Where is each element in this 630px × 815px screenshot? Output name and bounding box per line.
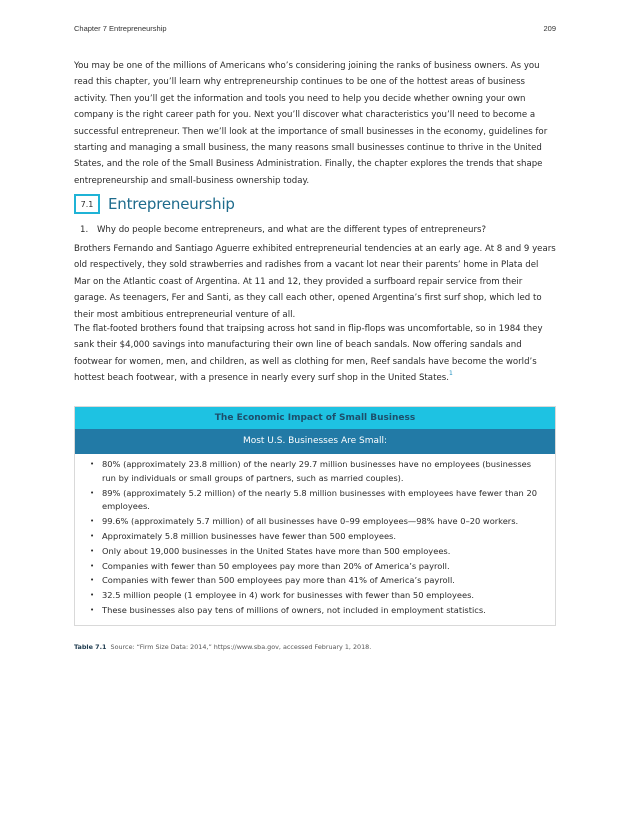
table-title: The Economic Impact of Small Business bbox=[75, 407, 555, 429]
bullet-icon: • bbox=[90, 517, 95, 526]
list-item: • These businesses also pay tens of millions of owners, not included in employment statistics. bbox=[90, 604, 545, 618]
question-number: 1. bbox=[80, 225, 89, 235]
bullet-icon: • bbox=[90, 576, 95, 585]
list-item: • 32.5 million people (1 employee in 4) work for businesses with fewer than 50 employees. bbox=[90, 589, 545, 603]
section-title: Entrepreneurship bbox=[108, 195, 235, 213]
body-paragraph-1: Brothers Fernando and Santiago Aguerre exhibited entrepreneurial tendencies at an early age. At 8 and 9 years old respectively, they sold strawberries and radishes from a vacant lot near their parents’ home in Plata del Mar on the Atlantic coast of Argentina. At 11 and 12, they provided a surfboard repair service from their garage. As teenagers, Fer and Santi, as they call each other, opened Argentina’s first surf shop, which led to their most ambitious entrepreneurial venture of all. bbox=[74, 244, 556, 320]
section-number: 7.1 bbox=[74, 194, 100, 214]
bullet-icon: • bbox=[90, 546, 95, 555]
learning-question bbox=[80, 223, 550, 237]
bullet-icon: • bbox=[90, 460, 95, 468]
question-text: Why do people become entrepreneurs, and what are the different types of entrepreneurs? bbox=[96, 225, 487, 235]
body-paragraph-2 bbox=[74, 321, 556, 387]
bullet-icon: • bbox=[90, 605, 95, 614]
body-paragraph-2-text: The flat-footed brothers found that traipsing across hot sand in flip-flops was uncomfortable, so in 1984 they sank their $4,000 savings into manufacturing their own line of beach sandals. Now offering sandals and footwear for women, men, and children, as well as clothing for men, Reef sandals have become the world’s hottest beach footwear, with a presence in nearly every surf shop in the United States. bbox=[74, 324, 543, 384]
table-bullet-list bbox=[75, 454, 555, 625]
bullet-icon: • bbox=[90, 488, 95, 497]
list-item: • 80% (approximately 23.8 million) of the nearly 29.7 million businesses have no employees (businesses run by individuals or small groups of partners, such as married couples). bbox=[90, 459, 532, 483]
page-header bbox=[74, 24, 556, 33]
page-number: 209 bbox=[543, 24, 556, 33]
list-item: • Only about 19,000 businesses in the United States have more than 500 employees. bbox=[90, 545, 545, 559]
economic-impact-table bbox=[74, 406, 556, 626]
list-item: • Companies with fewer than 50 employees pay more than 20% of America’s payroll. bbox=[90, 560, 545, 574]
list-item: • 89% (approximately 5.2 million) of the nearly 5.8 million businesses with employees have fewer than 20 employees. bbox=[90, 487, 538, 512]
bullet-icon: • bbox=[90, 561, 95, 570]
footnote-link[interactable]: 1 bbox=[448, 370, 453, 378]
bullet-icon: • bbox=[90, 531, 95, 540]
bullet-icon: • bbox=[90, 591, 95, 600]
list-item: • 99.6% (approximately 5.7 million) of all businesses have 0–99 employees—98% have 0–20 workers. bbox=[90, 515, 545, 529]
list-item: • Companies with fewer than 500 employees pay more than 41% of America’s payroll. bbox=[90, 574, 545, 588]
list-item: • Approximately 5.8 million businesses have fewer than 500 employees. bbox=[90, 530, 545, 544]
caption-label: Table 7.1 bbox=[74, 643, 107, 651]
table-caption bbox=[74, 643, 556, 651]
table-subtitle: Most U.S. Businesses Are Small: bbox=[75, 429, 555, 454]
intro-paragraph: You may be one of the millions of Americans who’s considering joining the ranks of business owners. As you read this chapter, you’ll learn why entrepreneurship continues to be one of the hottest areas of business activity. Then you’ll get the information and tools you need to help you decide whether owning your own company is the right career path for you. Next you’ll discover what characteristics you’ll need to become a successful entrepreneur. Then we’ll look at the importance of small businesses in the economy, guidelines for starting and managing a small business, the many reasons small businesses continue to thrive in the United States, and the role of the Small Business Administration. Finally, the chapter explores the trends that shape entrepreneurship and small-business ownership today. bbox=[74, 61, 548, 186]
section-heading bbox=[74, 194, 556, 214]
caption-text: Source: “Firm Size Data: 2014,” https://www.sba.gov, accessed February 1, 2018. bbox=[110, 643, 372, 651]
chapter-title: Chapter 7 Entrepreneurship bbox=[74, 24, 167, 33]
